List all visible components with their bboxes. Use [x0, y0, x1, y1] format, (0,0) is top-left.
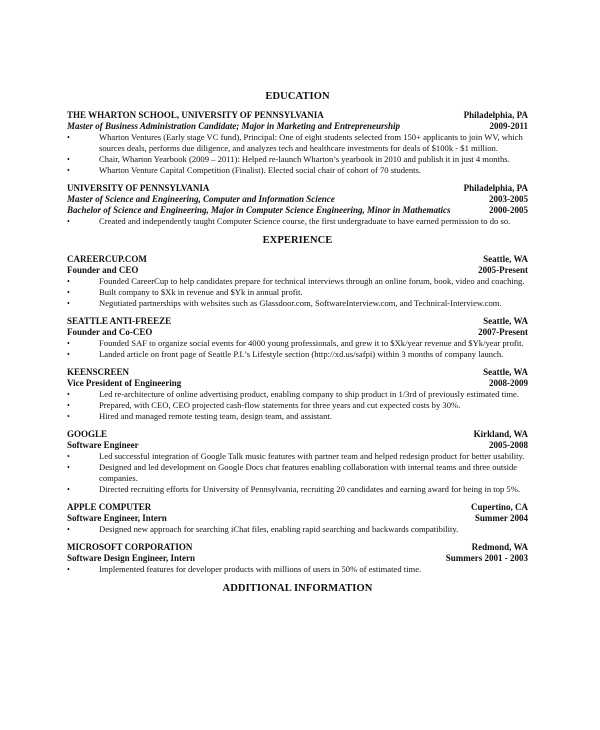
section-title-experience: EXPERIENCE — [262, 235, 333, 246]
date-range: 2005-2008 — [489, 440, 528, 450]
bullet-list — [67, 564, 528, 575]
experience-entry — [67, 254, 528, 309]
entry-header — [67, 367, 528, 378]
organization-name: MICROSOFT CORPORATION — [67, 542, 193, 552]
bullet-list — [67, 132, 528, 176]
bullet-item: • Designed new approach for searching iChat files, enabling rapid searching and backwards compatibility. — [67, 524, 528, 535]
date-range: 2008-2009 — [489, 378, 528, 388]
date-range: 2005-Present — [478, 265, 528, 275]
role-line — [67, 440, 528, 451]
experience-entry — [67, 429, 528, 495]
bullet-item: • Hired and managed remote testing team, design team, and assistant. — [67, 411, 528, 422]
job-title: Founder and Co-CEO — [67, 327, 153, 337]
date-range: 2003-2005 — [489, 194, 528, 204]
bullet-item: • Built company to $Xk in revenue and $Yk in annual profit. — [67, 287, 528, 298]
bullet-item: • Founded SAF to organize social events for 4000 young professionals, and grew it to $Xk/year revenue and $Yk/year profit. — [67, 338, 528, 349]
bullet-item: • Designed and led development on Google Docs chat features enabling collaboration with internal teams and three outside companies. — [67, 462, 528, 484]
entry-header — [67, 429, 528, 440]
bullet-item: • Founded CareerCup to help candidates prepare for technical interviews through an online forum, book, video and coaching. — [67, 276, 528, 287]
location: Seattle, WA — [483, 367, 528, 377]
bullet-item: • Led successful integration of Google Talk music features with partner team and helped redesign product for better usability. — [67, 451, 528, 462]
degree-line — [67, 194, 528, 205]
bullet-item: • Landed article on front page of Seattle P.I.’s Lifestyle section (http://xd.us/safpi) within 3 months of company launch. — [67, 349, 528, 360]
organization-name: SEATTLE ANTI-FREEZE — [67, 316, 172, 326]
degree-line — [67, 121, 528, 132]
entry-header — [67, 316, 528, 327]
job-title: Software Design Engineer, Intern — [67, 553, 195, 563]
location: Seattle, WA — [483, 254, 528, 264]
job-title: Founder and CEO — [67, 265, 139, 275]
organization-name: GOOGLE — [67, 429, 108, 439]
bullet-list — [67, 451, 528, 495]
bullet-item: • Prepared, with CEO, CEO projected cash-flow statements for three years and cut expected costs by 30%. — [67, 400, 528, 411]
location: Cupertino, CA — [470, 502, 528, 512]
bullet-list — [67, 338, 528, 360]
degree: Bachelor of Science and Engineering, Major in Computer Science Engineering, Minor in Mathematics — [67, 205, 451, 215]
date-range: 2009-2011 — [489, 121, 528, 131]
bullet-list — [67, 216, 528, 227]
role-line — [67, 378, 528, 389]
role-line — [67, 553, 528, 564]
bullet-item: • Created and independently taught Computer Science course, the first undergraduate to have earned permission to do so. — [67, 216, 528, 227]
bullet-list — [67, 276, 528, 309]
date-range: 2007-Present — [478, 327, 528, 337]
organization-name: THE WHARTON SCHOOL, UNIVERSITY OF PENNSYLVANIA — [67, 110, 324, 120]
location: Philadelphia, PA — [463, 183, 528, 193]
education-entry — [67, 110, 528, 176]
date-range: Summer 2004 — [474, 513, 528, 523]
role-line — [67, 265, 528, 276]
bullet-item: • Directed recruiting efforts for University of Pennsylvania, recruiting 20 candidates and earning award for being in top 5%. — [67, 484, 528, 495]
experience-entry — [67, 367, 528, 422]
entry-header — [67, 542, 528, 553]
section-title-additional: ADDITIONAL INFORMATION — [222, 583, 373, 594]
location: Kirkland, WA — [473, 429, 528, 439]
section-title-education: EDUCATION — [265, 91, 330, 102]
organization-name: KEENSCREEN — [67, 367, 130, 377]
experience-entry — [67, 502, 528, 535]
bullet-item: • Wharton Ventures (Early stage VC fund), Principal: One of eight students selected from 150+ applicants to join WV, which sources deals, performs due diligence, and analyzes tech and healthcare investments for deals of $100k - $1 million. — [67, 132, 528, 154]
bullet-list — [67, 389, 528, 422]
role-line — [67, 327, 528, 338]
date-range: Summers 2001 - 2003 — [445, 553, 528, 563]
job-title: Software Engineer, Intern — [67, 513, 167, 523]
entry-header — [67, 110, 528, 121]
bullet-item: • Chair, Wharton Yearbook (2009 – 2011): Helped re-launch Wharton’s yearbook in 2010 and publish it in just 4 months. — [67, 154, 528, 165]
degree: Master of Business Administration Candidate; Major in Marketing and Entrepreneurship — [67, 121, 400, 131]
job-title: Vice President of Engineering — [67, 378, 182, 388]
education-entry — [67, 183, 528, 227]
bullet-item: • Implemented features for developer products with millions of users in 50% of estimated time. — [67, 564, 528, 575]
entry-header — [67, 183, 528, 194]
organization-name: APPLE COMPUTER — [67, 502, 152, 512]
bullet-item: • Wharton Venture Capital Competition (Finalist). Elected social chair of cohort of 70 students. — [67, 165, 528, 176]
organization-name: UNIVERSITY OF PENNSYLVANIA — [67, 183, 210, 193]
degree-line — [67, 205, 528, 216]
experience-entry — [67, 316, 528, 360]
degree: Master of Science and Engineering, Computer and Information Science — [67, 194, 335, 204]
location: Philadelphia, PA — [463, 110, 528, 120]
job-title: Software Engineer — [67, 440, 139, 450]
organization-name: CAREERCUP.COM — [67, 254, 147, 264]
entry-header — [67, 254, 528, 265]
location: Redmond, WA — [471, 542, 528, 552]
resume-page — [67, 90, 528, 602]
date-range: 2000-2005 — [489, 205, 528, 215]
bullet-item: • Led re-architecture of online advertising product, enabling company to ship product in 1/3rd of previously estimated time. — [67, 389, 528, 400]
role-line — [67, 513, 528, 524]
bullet-item: • Negotiated partnerships with websites such as Glassdoor.com, SoftwareInterview.com, and Technical-Interview.com. — [67, 298, 528, 309]
experience-entry — [67, 542, 528, 575]
location: Seattle, WA — [483, 316, 528, 326]
entry-header — [67, 502, 528, 513]
bullet-list — [67, 524, 528, 535]
